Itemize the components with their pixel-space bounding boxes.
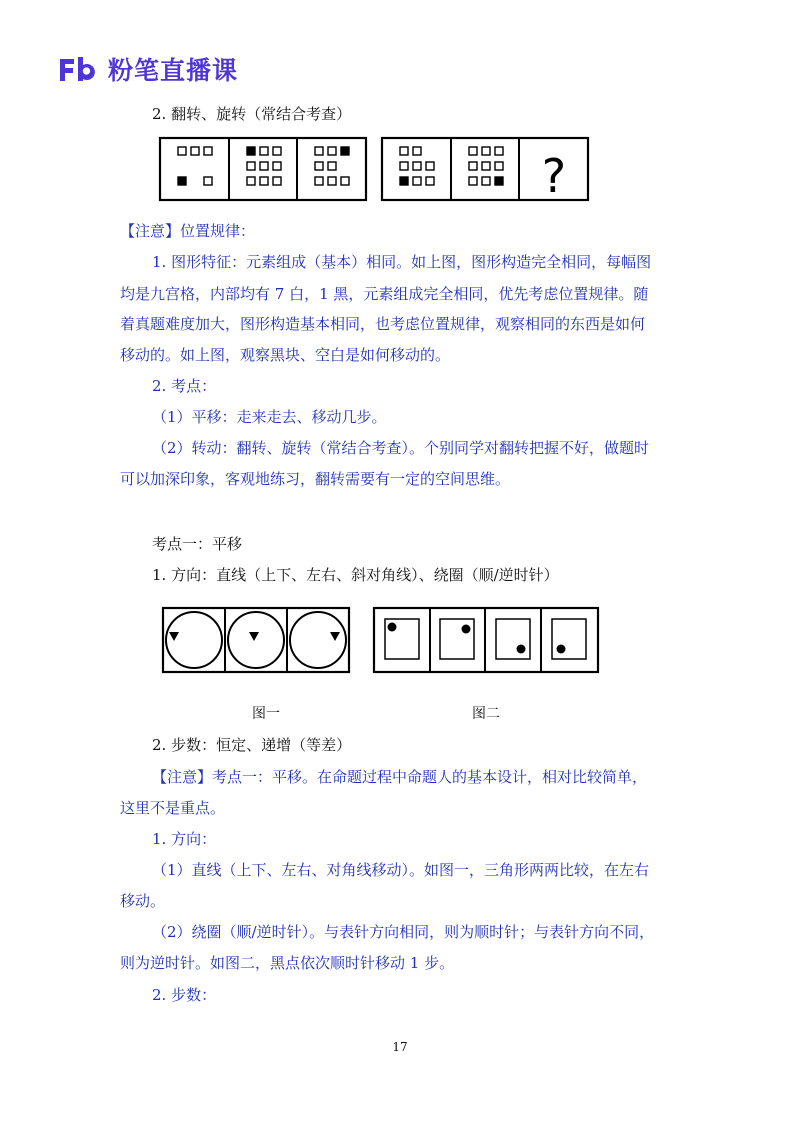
section-title: 考点一：平移 — [152, 535, 243, 553]
square-dot-4 — [552, 619, 586, 659]
note2-line: 移动。 — [120, 892, 166, 910]
white-cell — [247, 177, 255, 185]
white-cell — [413, 162, 421, 170]
grid-cells — [178, 147, 503, 185]
note2-line: （2）绕圈（顺/逆时针）。与表针方向相同，则为顺时针；与表针方向不同， — [152, 923, 655, 941]
white-cell — [191, 147, 199, 155]
circle-triangle-1 — [166, 612, 222, 668]
page-number: 17 — [392, 1040, 408, 1054]
note-line: 2. 考点： — [152, 377, 217, 395]
figure-two — [372, 605, 602, 675]
white-cell — [426, 162, 434, 170]
figure-one — [160, 605, 352, 675]
note-line: 可以加深印象，客观地练习，翻转需要有一定的空间思维。 — [120, 470, 511, 488]
white-cell — [204, 147, 212, 155]
white-cell — [260, 162, 268, 170]
brand-logo — [58, 52, 238, 86]
white-cell — [315, 162, 323, 170]
circle-triangle-2 — [228, 612, 284, 668]
black-cell — [247, 147, 255, 155]
grid-puzzle-figure — [150, 134, 620, 204]
white-cell — [260, 147, 268, 155]
white-cell — [260, 177, 268, 185]
white-cell — [247, 162, 255, 170]
white-cell — [273, 147, 281, 155]
white-cell — [400, 162, 408, 170]
white-cell — [328, 162, 336, 170]
white-cell — [328, 177, 336, 185]
white-cell — [315, 147, 323, 155]
white-cell — [315, 177, 323, 185]
note-line: 着真题难度加大，图形构造基本相同，也考虑位置规律，观察相同的东西是如何 — [120, 315, 646, 333]
white-cell — [273, 162, 281, 170]
white-cell — [469, 147, 477, 155]
fb-logo-icon — [58, 55, 100, 83]
white-cell — [273, 177, 281, 185]
white-cell — [413, 177, 421, 185]
note-title: 【注意】位置规律： — [120, 222, 256, 240]
note-line: 均是九宫格，内部均有 7 白，1 黑，元素组成完全相同，优先考虑位置规律。随 — [120, 285, 649, 303]
white-cell — [400, 147, 408, 155]
white-cell — [178, 147, 186, 155]
note2-line: 1. 方向： — [152, 830, 217, 848]
white-cell — [469, 177, 477, 185]
white-cell — [482, 177, 490, 185]
white-cell — [482, 147, 490, 155]
square-dot-2 — [440, 619, 474, 659]
black-cell — [178, 177, 186, 185]
heading-flip-rotate: 2. 翻转、旋转（常结合考查） — [152, 105, 352, 123]
question-mark: ? — [541, 149, 567, 203]
white-cell — [204, 177, 212, 185]
note2-line: 则为逆时针。如图二，黑点依次顺时针移动 1 步。 — [120, 954, 455, 972]
white-cell — [469, 162, 477, 170]
note2-line: 这里不是重点。 — [120, 799, 226, 817]
note-line: （2）转动：翻转、旋转（常结合考查）。个别同学对翻转把握不好，做题时 — [152, 439, 650, 457]
black-cell — [341, 147, 349, 155]
white-cell — [328, 147, 336, 155]
note2-line: 2. 步数： — [152, 986, 217, 1004]
direction-line: 1. 方向：直线（上下、左右、斜对角线）、绕圈（顺/逆时针） — [152, 566, 559, 584]
black-cell — [495, 177, 503, 185]
white-cell — [495, 162, 503, 170]
square-dot-3 — [496, 619, 530, 659]
circle-triangle-3 — [290, 612, 346, 668]
note-line: 移动的。如上图，观察黑块、空白是如何移动的。 — [120, 346, 451, 364]
square-dot-1 — [385, 619, 419, 659]
white-cell — [495, 147, 503, 155]
white-cell — [482, 162, 490, 170]
steps-line: 2. 步数：恒定、递增（等差） — [152, 736, 352, 754]
note2-line: 【注意】考点一：平移。在命题过程中命题人的基本设计，相对比较简单， — [152, 768, 648, 786]
white-cell — [426, 177, 434, 185]
note-line: 1. 图形特征：元素组成（基本）相同。如上图，图形构造完全相同，每幅图 — [152, 253, 652, 271]
figure-two-caption: 图二 — [472, 706, 500, 722]
white-cell — [341, 177, 349, 185]
brand-name: 粉笔直播课 — [108, 56, 239, 85]
figure-one-caption: 图一 — [252, 706, 280, 722]
note2-line: （1）直线（上下、左右、对角线移动）。如图一，三角形两两比较，在左右 — [152, 861, 650, 879]
black-cell — [400, 177, 408, 185]
white-cell — [413, 147, 421, 155]
note-line: （1）平移：走来走去、移动几步。 — [152, 408, 387, 426]
